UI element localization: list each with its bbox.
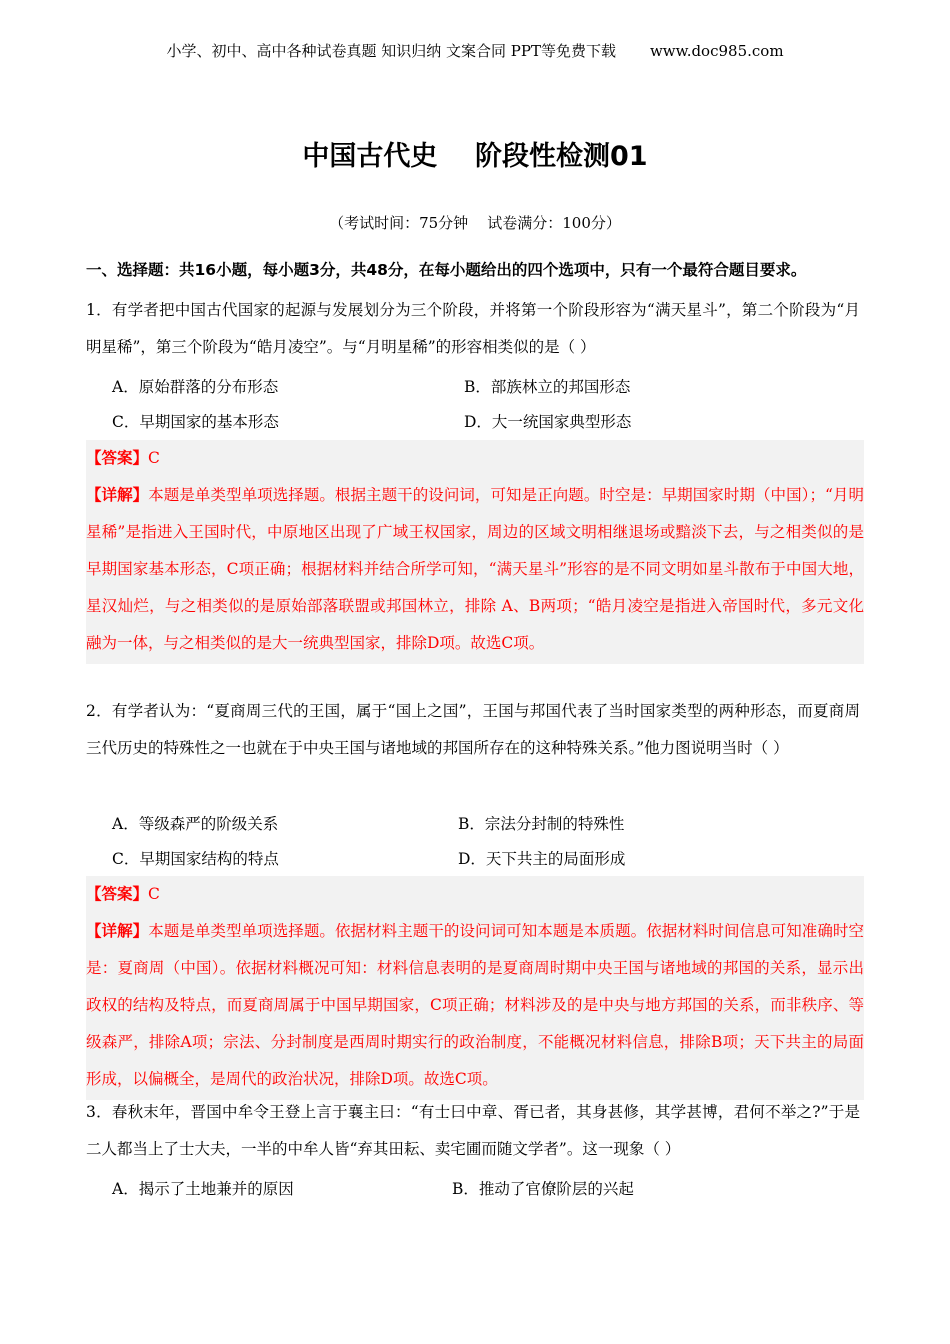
question-2-answer-box	[86, 876, 864, 1100]
detail-text: 本题是单类型单项选择题。根据主题干的设问词，可知是正向题。时空是：早期国家时期（中国）；“月明星稀”是指进入王国时代，中原地区出现了广域王权国家，周边的区域文明相继退场或黯淡下去，与之相类似的是早期国家基本形态，C项正确；根据材料并结合所学可知，“满天星斗”形容的是不同文明如星斗散布于中国大地，星汉灿烂，与之相类似的是原始部落联盟或邦国林立，排除 A、B两项；“皓月凌空是指进入帝国时代，多元文化融为一体，与之相类似的是大一统典型国家，排除D项。故选C项。	[86, 486, 864, 652]
exam-subtitle: （考试时间：75分钟 试卷满分：100分）	[329, 214, 621, 232]
question-1-option-c: C．早期国家的基本形态	[112, 413, 279, 431]
page-header	[0, 40, 950, 61]
question-1-answer	[86, 440, 864, 477]
question-2-option-a: A．等级森严的阶级关系	[112, 815, 279, 833]
answer-label: 【答案】	[86, 449, 149, 467]
header-text: 小学、初中、高中各种试卷真题 知识归纳 文案合同 PPT等免费下载	[166, 42, 616, 60]
question-1-option-b: B．部族林立的邦国形态	[464, 378, 631, 396]
question-2-option-d: D．天下共主的局面形成	[458, 850, 626, 868]
question-1-option-a: A．原始群落的分布形态	[112, 378, 279, 396]
detail-label: 【详解】	[86, 486, 149, 504]
question-3-stem: 3．春秋末年，晋国中牟令王登上言于襄主曰：“有士曰中章、胥已者，其身甚修，其学甚博，君何不举之?”于是二人都当上了士大夫，一半的中牟人皆“弃其田耘、卖宅圃而随文学者”。这一现象（ ）	[86, 1103, 860, 1158]
question-1-stem: 1．有学者把中国古代国家的起源与发展划分为三个阶段，并将第一个阶段形容为“满天星斗”，第二个阶段为“月明星稀”，第三个阶段为“皓月凌空”。与“月明星稀”的形容相类似的是（ ）	[86, 301, 860, 356]
section-heading: 一、选择题：共16小题，每小题3分，共48分，在每小题给出的四个选项中，只有一个最符合题目要求。	[86, 261, 807, 279]
question-2-answer	[86, 876, 864, 913]
answer-value: C	[148, 449, 160, 467]
question-2-option-b: B．宗法分封制的特殊性	[458, 815, 625, 833]
question-3-option-b: B．推动了官僚阶层的兴起	[452, 1180, 634, 1198]
question-2-stem: 2．有学者认为：“夏商周三代的王国，属于“国上之国”，王国与邦国代表了当时国家类型的两种形态，而夏商周三代历史的特殊性之一也就在于中央王国与诸地域的邦国所存在的这种特殊关系。”他力图说明当时（ ）	[86, 702, 860, 757]
exam-title: 中国古代史 阶段性检测01	[302, 141, 648, 172]
detail-text: 本题是单类型单项选择题。依据材料主题干的设问词可知本题是本质题。依据材料时间信息可知准确时空是：夏商周（中国）。依据材料概况可知：材料信息表明的是夏商周时期中央王国与诸地域的邦国的关系，显示出政权的结构及特点，而夏商周属于中国早期国家，C项正确；材料涉及的是中央与地方邦国的关系，而非秩序、等级森严，排除A项；宗法、分封制度是西周时期实行的政治制度，不能概况材料信息，排除B项；天下共主的局面形成，以偏概全，是周代的政治状况，排除D项。故选C项。	[86, 922, 864, 1088]
answer-label: 【答案】	[86, 885, 149, 903]
detail-label: 【详解】	[86, 922, 149, 940]
question-1-answer-box	[86, 440, 864, 664]
question-3-option-a: A．揭示了土地兼并的原因	[112, 1180, 294, 1198]
question-2-option-c: C．早期国家结构的特点	[112, 850, 279, 868]
answer-value: C	[148, 885, 160, 903]
question-2-detail	[86, 913, 864, 1098]
question-1-option-d: D．大一统国家典型形态	[464, 413, 632, 431]
header-site[interactable]: www.doc985.com	[649, 42, 784, 60]
question-1-detail	[86, 477, 864, 662]
